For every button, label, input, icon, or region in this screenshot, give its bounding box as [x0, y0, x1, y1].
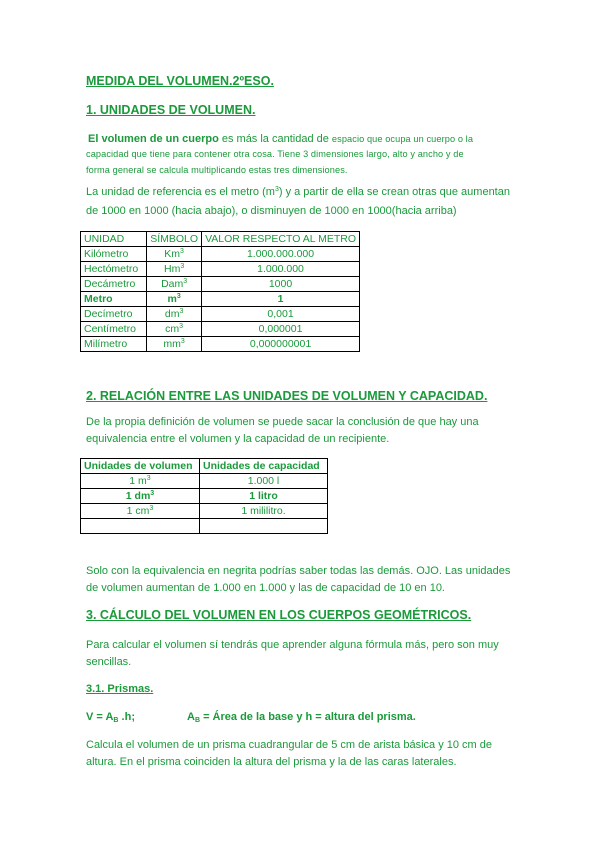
symbol-text: Hm — [164, 263, 181, 275]
unit-cell: Kilómetro — [81, 247, 147, 262]
formula-part-a: V = A — [86, 711, 114, 723]
formula-part-b: .h; — [118, 711, 135, 723]
section-3-heading: 3. CÁLCULO DEL VOLUMEN EN LOS CUERPOS GEOMÉTRICOS. — [86, 608, 472, 622]
table-header-row — [81, 459, 328, 474]
table-row — [81, 292, 360, 307]
table-row — [81, 504, 328, 519]
volume-superscript: 3 — [149, 505, 154, 512]
capacity-cell: 1 mililitro. — [200, 504, 328, 519]
value-cell: 1.000.000.000 — [202, 247, 360, 262]
table-row — [81, 474, 328, 489]
column-header-unit: UNIDAD — [81, 232, 147, 247]
section-2-paragraph-line-1: De la propia definición de volumen se puede sacar la conclusión de que hay una — [86, 416, 479, 428]
section-2-note-line-1: Solo con la equivalencia en negrita podrías saber todas las demás. OJO. Las unidades — [86, 565, 511, 577]
value-cell: 1 — [202, 292, 360, 307]
table-row — [81, 337, 360, 352]
legend-area-symbol: A — [187, 711, 195, 723]
table-row — [81, 277, 360, 292]
section-1-reference-line-1 — [86, 186, 510, 198]
volume-cell — [81, 474, 200, 489]
table-row — [81, 247, 360, 262]
symbol-superscript: 3 — [176, 293, 181, 300]
symbol-superscript: 3 — [180, 338, 185, 345]
symbol-cell — [147, 247, 202, 262]
unit-cell: Centímetro — [81, 322, 147, 337]
value-cell: 0,000001 — [202, 322, 360, 337]
section-1-reference-line-2: de 1000 en 1000 (hacia abajo), o disminuyen de 1000 en 1000(hacia arriba) — [86, 205, 457, 217]
table-row — [81, 322, 360, 337]
symbol-text: m — [167, 293, 177, 305]
ref-text-a: La unidad de referencia es el metro (m — [86, 186, 275, 198]
table-header-row — [81, 232, 360, 247]
symbol-superscript: 3 — [180, 263, 185, 270]
symbol-cell — [147, 292, 202, 307]
document-title: MEDIDA DEL VOLUMEN.2ºESO. — [86, 74, 274, 88]
column-header-value: VALOR RESPECTO AL METRO — [202, 232, 360, 247]
volume-text: 1 dm — [125, 490, 151, 502]
formula-subscript: B — [113, 717, 119, 724]
intro-text-a: es más la cantidad de — [218, 133, 332, 145]
volume-superscript: 3 — [146, 475, 151, 482]
symbol-cell — [147, 262, 202, 277]
volume-cell — [81, 504, 200, 519]
section-3-paragraph-line-1: Para calcular el volumen sí tendrás que aprender alguna fórmula más, pero son muy — [86, 639, 499, 651]
volume-cell — [81, 519, 200, 534]
capacity-cell — [200, 519, 328, 534]
intro-bold-text: El volumen de un cuerpo — [88, 133, 219, 145]
ref-text-b: ) y a partir de ella se crean otras que aumentan — [278, 186, 510, 198]
unit-cell: Hectómetro — [81, 262, 147, 277]
symbol-superscript: 3 — [180, 248, 184, 255]
table-row — [81, 262, 360, 277]
section-2-note-line-2: de volumen aumentan de 1.000 en 1.000 y las de capacidad de 10 en 10. — [86, 582, 445, 594]
symbol-text: mm — [163, 338, 181, 350]
column-header-volume: Unidades de volumen — [81, 459, 200, 474]
volume-text: 1 m — [129, 475, 147, 487]
section-2-paragraph-line-2: equivalencia entre el volumen y la capacidad de un recipiente. — [86, 433, 390, 445]
symbol-superscript: 3 — [183, 278, 188, 285]
value-cell: 0,001 — [202, 307, 360, 322]
volume-cell — [81, 489, 200, 504]
symbol-cell — [147, 322, 202, 337]
symbol-text: dm — [164, 308, 180, 320]
section-1-intro-line-2: capacidad que tiene para contener otra cosa. Tiene 3 dimensiones largo, alto y ancho y de — [86, 149, 464, 159]
column-header-capacity: Unidades de capacidad — [200, 459, 328, 474]
symbol-cell — [147, 337, 202, 352]
symbol-text: Dam — [161, 278, 184, 290]
legend-area-subscript: B — [194, 717, 201, 724]
section-1-intro-line-1 — [88, 133, 473, 145]
volume-units-table — [80, 231, 360, 352]
volume-superscript: 3 — [150, 490, 155, 497]
subsection-prisms-heading: 3.1. Prismas. — [86, 683, 154, 695]
volume-capacity-table — [80, 458, 328, 534]
volume-text: 1 cm — [126, 505, 150, 517]
volume-formula — [86, 711, 135, 723]
table-row — [81, 307, 360, 322]
section-1-intro-line-3: forma general se calcula multiplicando estas tres dimensiones. — [86, 165, 348, 175]
ref-superscript: 3 — [274, 186, 279, 193]
column-header-symbol: SÍMBOLO — [147, 232, 202, 247]
intro-text-b: espacio que ocupa un cuerpo o la — [331, 134, 474, 144]
symbol-superscript: 3 — [179, 323, 184, 330]
symbol-text: Km — [164, 248, 181, 260]
section-3-exercise-line-2: altura. En el prisma coinciden la altura del prisma y la de las caras laterales. — [86, 756, 457, 768]
unit-cell: Decímetro — [81, 307, 147, 322]
symbol-text: cm — [165, 323, 180, 335]
capacity-cell: 1 litro — [200, 489, 328, 504]
section-1-heading: 1. UNIDADES DE VOLUMEN. — [86, 103, 256, 117]
formula-legend — [187, 711, 416, 723]
table-row — [81, 519, 328, 534]
unit-cell: Decámetro — [81, 277, 147, 292]
capacity-cell: 1.000 l — [200, 474, 328, 489]
section-3-exercise-line-1: Calcula el volumen de un prisma cuadrangular de 5 cm de arista básica y 10 cm de — [86, 739, 492, 751]
section-2-heading: 2. RELACIÓN ENTRE LAS UNIDADES DE VOLUMEN Y CAPACIDAD. — [86, 389, 488, 403]
unit-cell: Milímetro — [81, 337, 147, 352]
value-cell: 1000 — [202, 277, 360, 292]
legend-text: = Área de la base y h = altura del prisma. — [200, 711, 416, 723]
symbol-superscript: 3 — [179, 308, 184, 315]
value-cell: 1.000.000 — [202, 262, 360, 277]
value-cell: 0,000000001 — [202, 337, 360, 352]
table-row — [81, 489, 328, 504]
symbol-cell — [147, 277, 202, 292]
symbol-cell — [147, 307, 202, 322]
section-3-paragraph-line-2: sencillas. — [86, 656, 132, 668]
unit-cell: Metro — [81, 292, 147, 307]
